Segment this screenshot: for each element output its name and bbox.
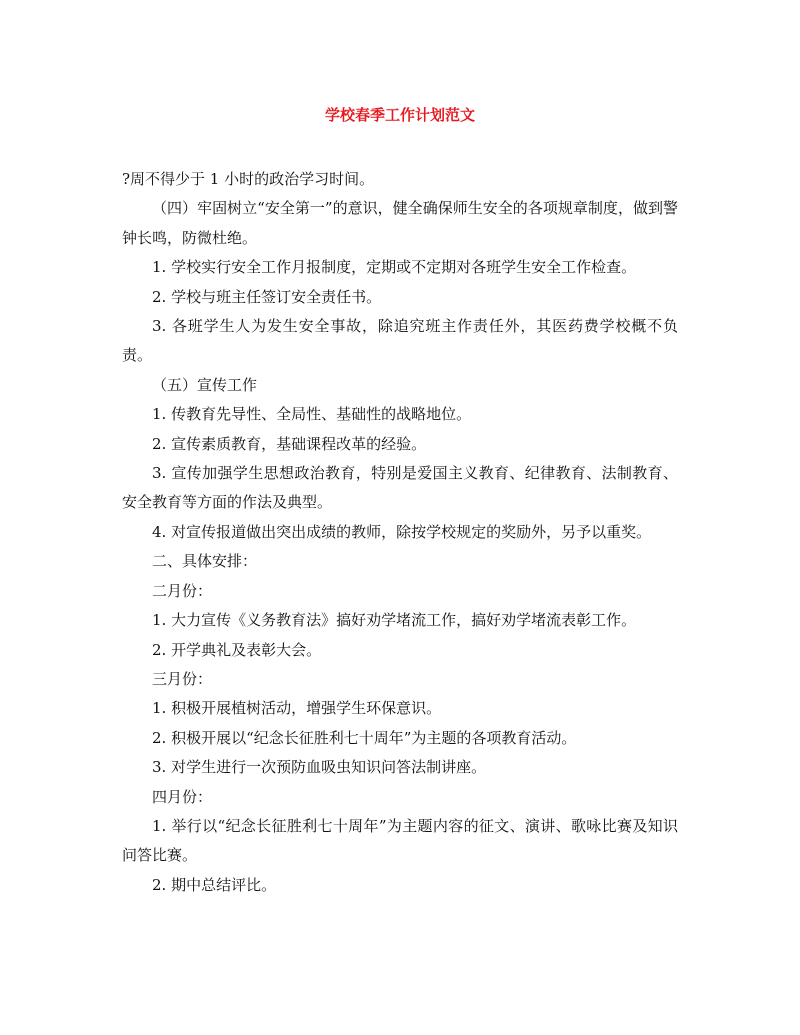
paragraph: 2. 宣传素质教育，基础课程改革的经验。 xyxy=(152,434,427,453)
paragraph: （四）牢固树立“安全第一”的意识，健全确保师生安全的各项规章制度，做到警钟长鸣，防微杜绝。 xyxy=(122,199,678,247)
section-heading: （五）宣传工作 xyxy=(152,375,258,394)
month-heading: 三月份： xyxy=(152,669,213,688)
section-heading: 二、具体安排： xyxy=(152,552,258,571)
paragraph: 1. 积极开展植树活动，增强学生环保意识。 xyxy=(152,699,442,718)
paragraph: 1. 大力宣传《义务教育法》搞好劝学堵流工作，搞好劝学堵流表彰工作。 xyxy=(152,611,637,630)
paragraph: 2. 开学典礼及表彰大会。 xyxy=(152,640,322,659)
paragraph: 2. 学校与班主任签订安全责任书。 xyxy=(152,287,382,306)
paragraph: ?周不得少于 1 小时的政治学习时间。 xyxy=(122,170,375,188)
month-heading: 二月份： xyxy=(152,581,213,600)
paragraph: 3. 对学生进行一次预防血吸虫知识问答法制讲座。 xyxy=(152,758,487,777)
paragraph: 2. 期中总结评比。 xyxy=(152,875,277,894)
paragraph: 1. 举行以“纪念长征胜利七十周年”为主题内容的征文、演讲、歌咏比赛及知识问答比赛。 xyxy=(122,816,678,865)
paragraph: 2. 积极开展以“纪念长征胜利七十周年”为主题的各项教育活动。 xyxy=(152,728,577,747)
document-body xyxy=(122,165,678,900)
paragraph: 3. 各班学生人为发生安全事故，除追究班主作责任外，其医药费学校概不负责。 xyxy=(122,317,678,365)
month-heading: 四月份： xyxy=(152,787,213,806)
paragraph: 3. 宣传加强学生思想政治教育，特别是爱国主义教育、纪律教育、法制教育、安全教育等方面的作法及典型。 xyxy=(122,464,678,512)
paragraph: 1. 学校实行安全工作月报制度，定期或不定期对各班学生安全工作检查。 xyxy=(152,258,637,277)
document-title: 学校春季工作计划范文 xyxy=(324,106,475,124)
paragraph: 1. 传教育先导性、全局性、基础性的战略地位。 xyxy=(152,405,472,424)
paragraph: 4. 对宣传报道做出突出成绩的教师，除按学校规定的奖励外，另予以重奖。 xyxy=(152,522,652,541)
